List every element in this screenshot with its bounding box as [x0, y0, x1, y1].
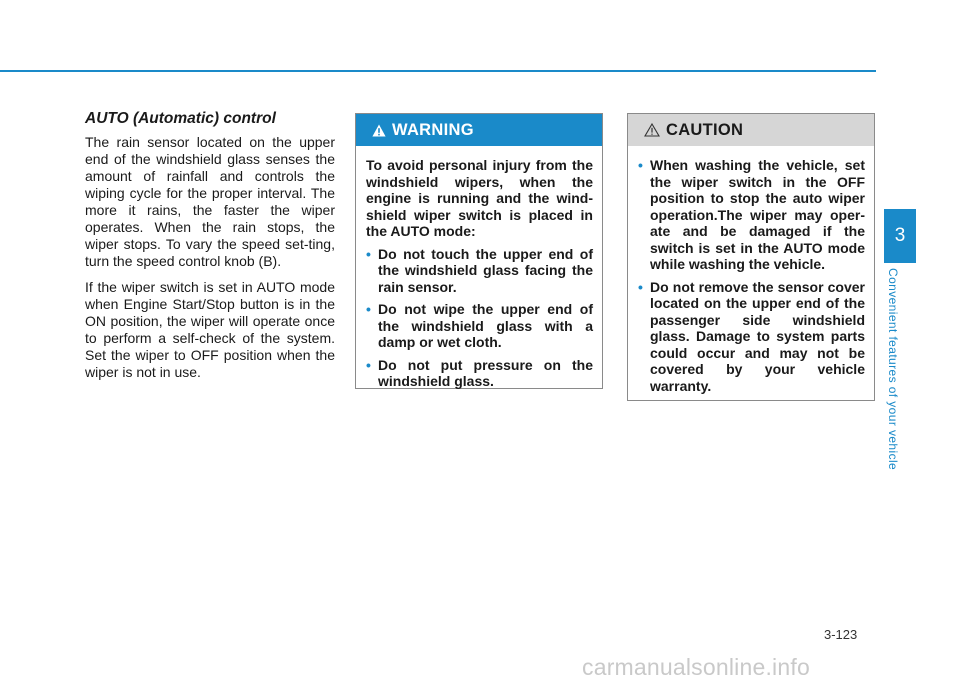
- bullet-icon: •: [638, 157, 643, 173]
- warning-intro: To avoid personal injury from the windshield wipers, when the engine is running and the wind-shield wiper switch is placed in the AUTO mode:: [366, 157, 593, 239]
- section-title: AUTO (Automatic) control: [85, 110, 276, 127]
- list-item: • When washing the vehicle, set the wiper switch in the OFF position to stop the auto wiper operation.The wiper may oper-ate and be damaged if the switch is set in the AUTO mode while washing the vehicle.: [638, 157, 865, 272]
- caution-title: CAUTION: [666, 120, 744, 139]
- header-rule: [0, 70, 876, 72]
- list-item: • Do not wipe the upper end of the windshield glass with a damp or wet cloth.: [366, 301, 593, 350]
- bullet-icon: •: [366, 356, 371, 373]
- page-number: 3-123: [824, 627, 858, 642]
- caution-list: [638, 157, 865, 394]
- bullet-icon: •: [366, 301, 371, 317]
- list-item: • Do not touch the upper end of the windshield glass facing the rain sensor.: [366, 245, 593, 295]
- caution-triangle-icon: [644, 123, 660, 137]
- main-text-column: [85, 110, 335, 390]
- bullet-icon: •: [366, 245, 371, 262]
- chapter-tab: 3: [884, 209, 916, 263]
- paragraph-2: If the wiper switch is set in AUTO mode when Engine Start/Stop button is in the ON position, the wiper will operate once to perform a self-check of the system. Set the wiper to OFF position when the wiper is not in use.: [85, 279, 335, 380]
- paragraph-1: The rain sensor located on the upper end of the windshield glass senses the amount of rainfall and controls the wiping cycle for the proper interval. The more it rains, the faster the wiper operates. When the rain stops, the wiper stops. To vary the speed set-ting, turn the speed control knob (B).: [85, 134, 335, 269]
- list-item: • Do not put pressure on the windshield glass.: [366, 356, 593, 389]
- watermark: carmanualsonline.info: [582, 654, 810, 680]
- chapter-title: Convenient features of your vehicle: [886, 268, 900, 471]
- warning-header: [356, 114, 602, 146]
- warning-list: [366, 246, 593, 390]
- warning-triangle-icon: [372, 124, 386, 137]
- warning-title: WARNING: [392, 120, 474, 139]
- bullet-icon: •: [638, 278, 643, 295]
- caution-body: [628, 146, 874, 394]
- list-item: • Do not remove the sensor cover located on the upper end of the passenger side windshield glass. Damage to system parts could occur and may not be covered by your vehicle warranty.: [638, 278, 865, 394]
- caution-header: [628, 114, 874, 146]
- warning-body: [356, 146, 602, 390]
- caution-box: [627, 113, 875, 401]
- warning-box: [355, 113, 603, 389]
